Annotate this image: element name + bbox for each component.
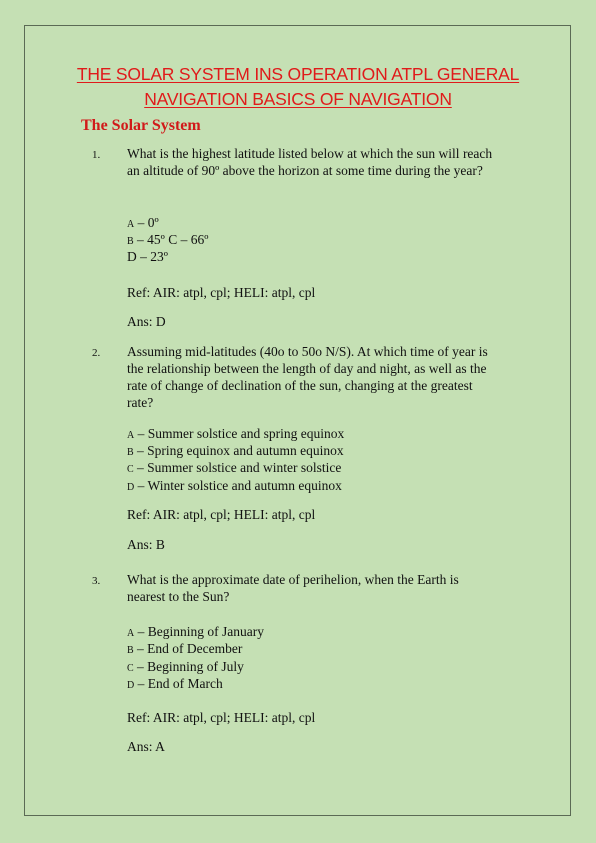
option-text: D – 23º [127, 249, 168, 264]
option-text: – End of March [134, 676, 223, 691]
option-letter: B [127, 645, 134, 656]
option-letter: B [127, 236, 134, 247]
option-text: – Winter solstice and autumn equinox [134, 478, 342, 493]
question-1-ref: Ref: AIR: atpl, cpl; HELI: atpl, cpl [127, 285, 316, 300]
option-letter: A [127, 628, 135, 639]
option-text: – Spring equinox and autumn equinox [133, 443, 344, 458]
option-text: – Summer solstice and winter solstice [133, 460, 342, 475]
option-letter: D [127, 482, 135, 493]
option-text: – End of December [133, 641, 243, 656]
question-2-ref: Ref: AIR: atpl, cpl; HELI: atpl, cpl [127, 507, 316, 522]
option-text: – 0º [134, 215, 159, 230]
question-3-option-d [127, 675, 223, 694]
option-text: – 45º C – 66º [133, 232, 209, 247]
question-2-option-d [127, 477, 342, 496]
question-3-answer: Ans: A [127, 739, 165, 754]
question-2-answer: Ans: B [127, 537, 165, 552]
question-1-option-d [127, 248, 168, 267]
option-letter: A [127, 219, 135, 230]
option-text: – Beginning of January [134, 624, 264, 639]
option-letter: C [127, 464, 134, 475]
option-letter: C [127, 663, 134, 674]
question-3-option-b [127, 640, 242, 659]
option-letter: D [127, 680, 135, 691]
question-3-ref: Ref: AIR: atpl, cpl; HELI: atpl, cpl [127, 710, 316, 725]
option-text: – Summer solstice and spring equinox [134, 426, 345, 441]
option-letter: A [127, 430, 135, 441]
question-2-text: Assuming mid-latitudes (40o to 50o N/S). At which time of year is the relationship between the length of day and night, as well as the rate of change of declination of the sun, changing at the greatest rate? [127, 344, 488, 410]
option-text: – Beginning of July [133, 659, 244, 674]
question-3-text: What is the approximate date of perihelion, when the Earth is nearest to the Sun? [127, 572, 459, 604]
question-3-number: 3. [92, 575, 101, 587]
page-border [24, 25, 571, 816]
question-1-number: 1. [92, 149, 101, 161]
question-1-text: What is the highest latitude listed below at which the sun will reach an altitude of 90º above the horizon at some time during the year? [127, 146, 493, 178]
question-2-number: 2. [92, 347, 101, 359]
option-letter: B [127, 447, 134, 458]
question-2-option-c [127, 459, 341, 478]
question-1-answer: Ans: D [127, 314, 166, 329]
document-title: THE SOLAR SYSTEM INS OPERATION ATPL GENERAL NAVIGATION BASICS OF NAVIGATION [76, 64, 520, 109]
section-heading: The Solar System [81, 117, 201, 134]
